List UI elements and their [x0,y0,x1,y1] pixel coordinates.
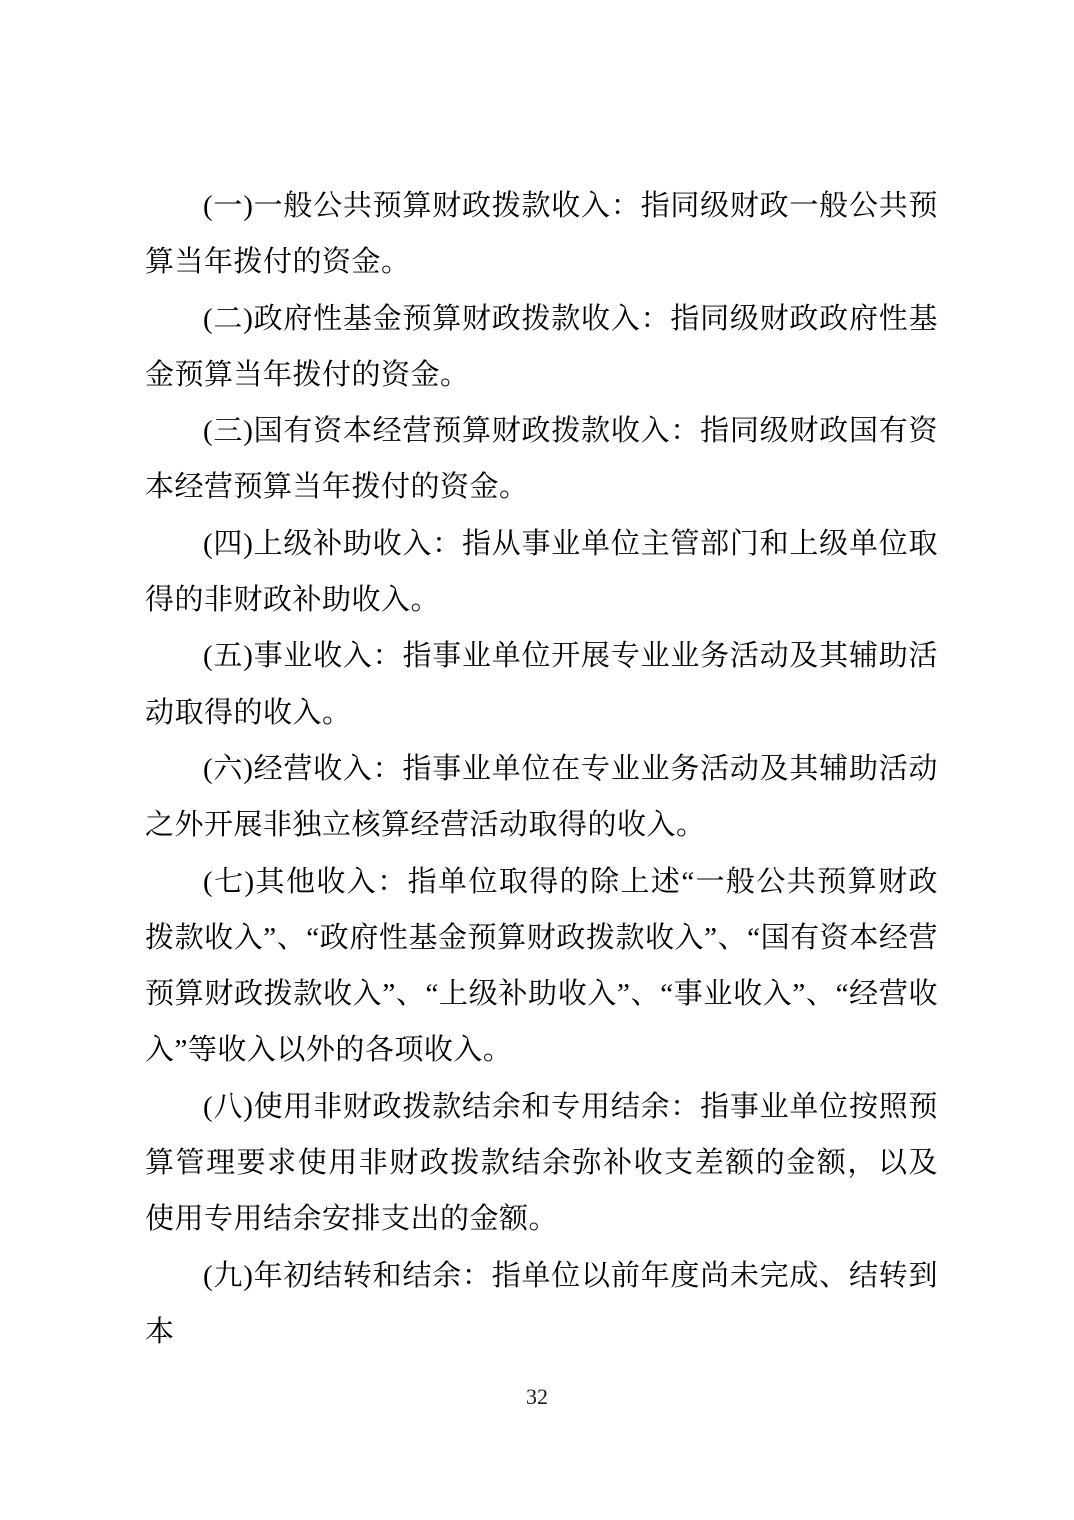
paragraph-3: (三)国有资本经营预算财政拨款收入：指同级财政国有资本经营预算当年拨付的资金。 [145,415,938,504]
document-body [145,178,938,1360]
paragraph-8: (八)使用非财政拨款结余和专用结余：指事业单位按照预算管理要求使用非财政拨款结余弥补收支差额的金额，以及使用专用结余安排支出的金额。 [145,1090,938,1236]
paragraph-2: (二)政府性基金预算财政拨款收入：指同级财政政府性基金预算当年拨付的资金。 [145,302,938,391]
page-footer [0,1384,1074,1410]
paragraph-4: (四)上级补助收入：指从事业单位主管部门和上级单位取得的非财政补助收入。 [145,527,938,617]
paragraph-7: (七)其他收入：指单位取得的除上述“一般公共预算财政拨款收入”、“政府性基金预算财政拨款收入”、“国有资本经营预算财政拨款收入”、“上级补助收入”、“事业收入”、“经营收入”等收入以外的各项收入。 [145,865,938,1067]
paragraph-9: (九)年初结转和结余：指单位以前年度尚未完成、结转到本 [145,1259,938,1348]
paragraph-5: (五)事业收入：指事业单位开展专业业务活动及其辅助活动取得的收入。 [145,640,938,729]
paragraph-1: (一)一般公共预算财政拨款收入：指同级财政一般公共预算当年拨付的资金。 [145,190,938,279]
paragraph-6: (六)经营收入：指事业单位在专业业务活动及其辅助活动之外开展非独立核算经营活动取得的收入。 [145,752,938,842]
page-number: 32 [526,1384,548,1409]
